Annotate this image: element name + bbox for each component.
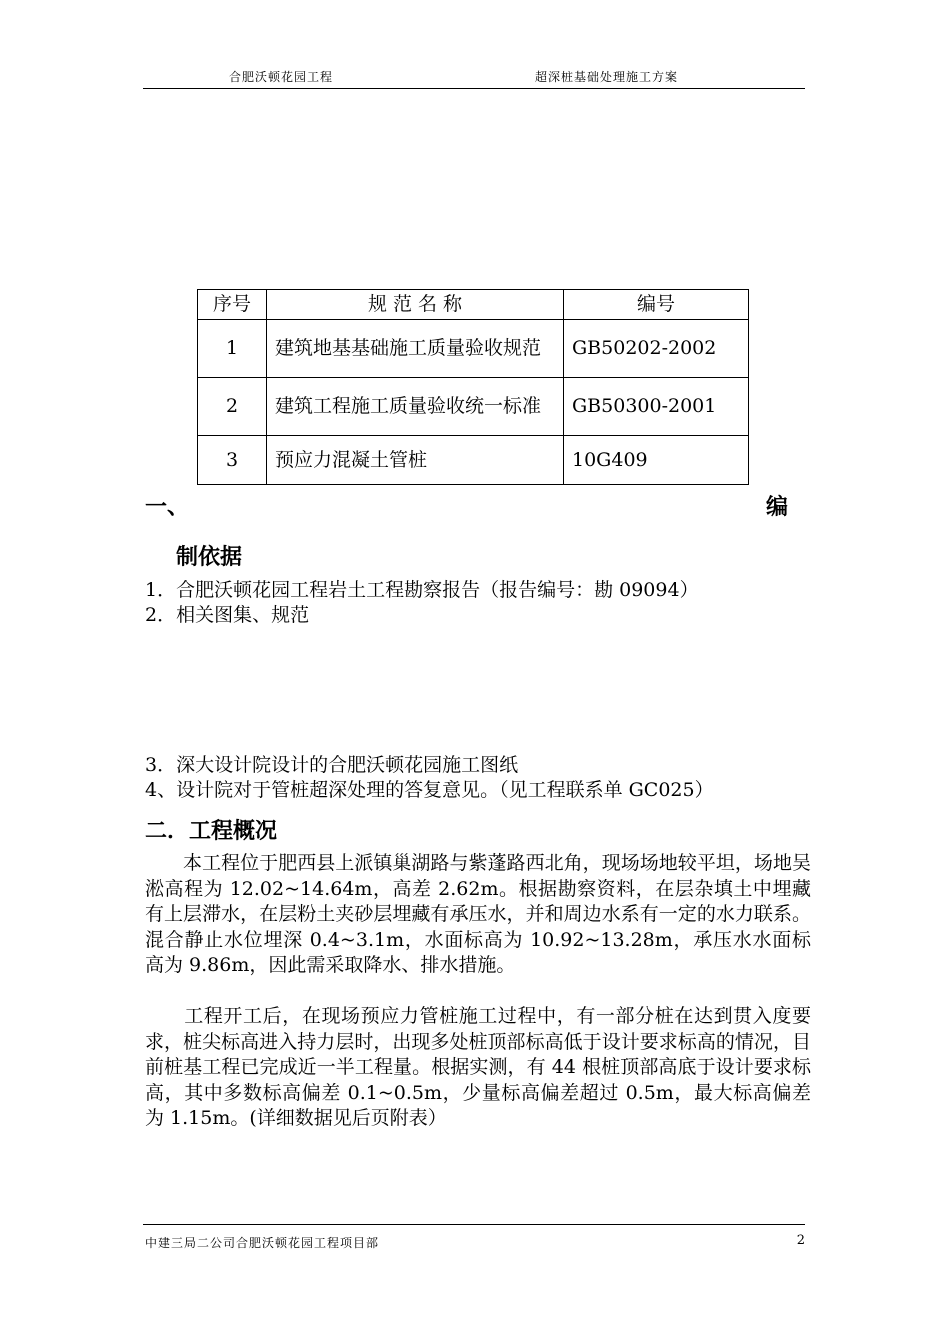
row-code: 10G409 <box>564 436 749 485</box>
row-code: GB50300-2001 <box>564 378 749 436</box>
page-header <box>143 62 805 89</box>
row-name: 预应力混凝土管桩 <box>267 436 564 485</box>
table-row <box>198 378 749 436</box>
row-code: GB50202-2002 <box>564 320 749 378</box>
basis-item-2: 2．相关图集、规范 <box>145 604 310 626</box>
basis-item-3: 3．深大设计院设计的合肥沃顿花园施工图纸 <box>145 754 519 776</box>
page-footer <box>143 1224 805 1250</box>
basis-item-4: 4、设计院对于管桩超深处理的答复意见。（见工程联系单 GC025） <box>145 779 714 801</box>
section1-title-part1: 编 <box>766 495 789 520</box>
standards-table <box>197 289 749 485</box>
section2-title: 二．工程概况 <box>145 819 278 844</box>
table-header-row <box>198 290 749 320</box>
footer-company: 中建三局二公司合肥沃顿花园工程项目部 <box>145 1236 380 1250</box>
basis-item-1: 1．合肥沃顿花园工程岩土工程勘察报告（报告编号：勘 09094） <box>145 579 699 601</box>
table-row <box>198 436 749 485</box>
row-name: 建筑工程施工质量验收统一标准 <box>267 378 564 436</box>
row-no: 3 <box>198 436 267 485</box>
row-name: 建筑地基基础施工质量验收规范 <box>267 320 564 378</box>
overview-paragraph-2: 工程开工后，在现场预应力管桩施工过程中，有一部分桩在达到贯入度要求，桩尖标高进入持力层时，出现多处桩顶部标高低于设计要求标高的情况，目前桩基工程已完成近一半工程量。根据实测，有 44 根桩顶部高底于设计要求标高，其中多数标高偏差 0.1~0.5m，少量标高偏差超过 0.5m，最大标高偏差为 1.15m。(详细数据见后页附表） <box>145 1005 811 1129</box>
table-row <box>198 320 749 378</box>
overview-paragraph-1: 本工程位于肥西县上派镇巢湖路与紫蓬路西北角，现场场地较平坦，场地吴淞高程为 12.02~14.64m，高差 2.62m。根据勘察资料，在层杂填土中埋藏有上层滞水，在层粉土夹砂层埋藏有承压水，并和周边水系有一定的水力联系。混合静止水位埋深 0.4~3.1m，水面标高为 10.92~13.28m，承压水水面标高为 9.86m，因此需采取降水、排水措施。 <box>145 852 811 976</box>
section1-title-part2: 制依据 <box>176 545 243 570</box>
row-no: 1 <box>198 320 267 378</box>
row-no: 2 <box>198 378 267 436</box>
col-header-code: 编号 <box>564 290 749 320</box>
col-header-no: 序号 <box>198 290 267 320</box>
page-number: 2 <box>796 1233 805 1248</box>
col-header-name: 规 范 名 称 <box>267 290 564 320</box>
header-document-title: 超深桩基础处理施工方案 <box>535 70 679 84</box>
section1-number: 一、 <box>145 495 190 520</box>
header-project-name: 合肥沃顿花园工程 <box>229 70 334 84</box>
